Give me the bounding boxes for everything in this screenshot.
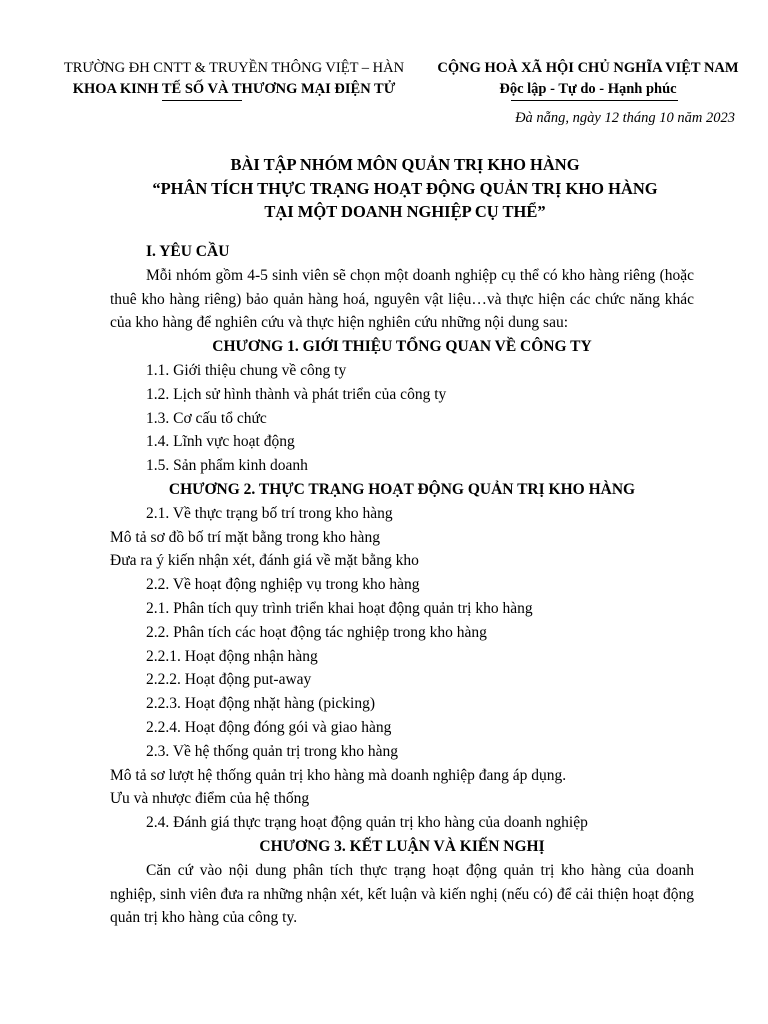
- institution-underline: [162, 100, 242, 101]
- section-heading: I. YÊU CẦU: [146, 243, 230, 260]
- list-item: Mô tả sơ đồ bố trí mặt bằng trong kho hàng: [110, 528, 380, 546]
- conclusion-paragraph: Căn cứ vào nội dung phân tích thực trạng hoạt động quản trị kho hàng của doanh nghiệp, sinh viên đưa ra những nhận xét, kết luận và kiến nghị (nếu có) để cải thiện hoạt động quản trị kho hàng của công ty.: [110, 861, 694, 927]
- list-item: 2.1. Phân tích quy trình triển khai hoạt động quản trị kho hàng: [146, 599, 533, 617]
- country-name: CỘNG HOÀ XÃ HỘI CHỦ NGHĨA VIỆT NAM: [437, 60, 739, 76]
- faculty-name: KHOA KINH TẾ SỐ VÀ THƯƠNG MẠI ĐIỆN TỬ: [72, 81, 396, 97]
- chapter-1-heading: CHƯƠNG 1. GIỚI THIỆU TỔNG QUAN VỀ CÔNG TY: [212, 338, 592, 356]
- institution-header: [40, 58, 428, 100]
- list-item: 2.2. Về hoạt động nghiệp vụ trong kho hàng: [146, 576, 420, 594]
- title-line-3: TẠI MỘT DOANH NGHIỆP CỤ THỂ”: [264, 202, 546, 221]
- list-item: 2.3. Về hệ thống quản trị trong kho hàng: [146, 742, 398, 760]
- chapter-2-heading: CHƯƠNG 2. THỰC TRẠNG HOẠT ĐỘNG QUẢN TRỊ KHO HÀNG: [168, 480, 636, 498]
- list-item: 2.1. Về thực trạng bố trí trong kho hàng: [146, 504, 393, 522]
- school-name: TRƯỜNG ĐH CNTT & TRUYỀN THÔNG VIỆT – HÀN: [63, 60, 405, 76]
- list-item: 1.4. Lĩnh vực hoạt động: [146, 433, 295, 451]
- list-item: 2.2.3. Hoạt động nhặt hàng (picking): [146, 695, 376, 713]
- list-item: 1.3. Cơ cấu tổ chức: [146, 409, 267, 427]
- national-motto: Độc lập - Tự do - Hạnh phúc: [499, 81, 677, 97]
- national-header: [420, 58, 756, 100]
- document-body: [110, 240, 694, 930]
- list-item: 1.1. Giới thiệu chung về công ty: [146, 361, 347, 379]
- document-date: Đà nẵng, ngày 12 tháng 10 năm 2023: [515, 110, 735, 126]
- requirements-paragraph: Mỗi nhóm gồm 4-5 sinh viên sẽ chọn một doanh nghiệp cụ thể có kho hàng riêng (hoặc thuê kho hàng riêng) bảo quản hàng hoá, nguyên vật liệu…và thực hiện các chức năng khác của kho hàng để nghiên cứu và thực hiện nghiên cứu những nội dung sau:: [110, 266, 694, 332]
- list-item: 1.5. Sản phẩm kinh doanh: [146, 457, 308, 475]
- list-item: 1.2. Lịch sử hình thành và phát triển của công ty: [146, 385, 447, 403]
- list-item: 2.4. Đánh giá thực trạng hoạt động quản trị kho hàng của doanh nghiệp: [146, 814, 588, 832]
- motto-underline: [511, 100, 678, 101]
- list-item: 2.2.1. Hoạt động nhận hàng: [146, 647, 318, 665]
- list-item: Mô tả sơ lượt hệ thống quản trị kho hàng mà doanh nghiệp đang áp dụng.: [110, 766, 567, 784]
- list-item: 2.2.4. Hoạt động đóng gói và giao hàng: [146, 718, 392, 736]
- title-line-1: BÀI TẬP NHÓM MÔN QUẢN TRỊ KHO HÀNG: [230, 155, 580, 174]
- list-item: 2.2. Phân tích các hoạt động tác nghiệp trong kho hàng: [146, 623, 487, 641]
- list-item: Ưu và nhược điểm của hệ thống: [110, 790, 310, 808]
- document-title: [60, 153, 750, 224]
- chapter-3-heading: CHƯƠNG 3. KẾT LUẬN VÀ KIẾN NGHỊ: [259, 837, 545, 855]
- title-line-2: “PHÂN TÍCH THỰC TRẠNG HOẠT ĐỘNG QUẢN TRỊ KHO HÀNG: [152, 178, 658, 198]
- list-item: Đưa ra ý kiến nhận xét, đánh giá về mặt bằng kho: [110, 552, 419, 570]
- list-item: 2.2.2. Hoạt động put-away: [146, 671, 312, 689]
